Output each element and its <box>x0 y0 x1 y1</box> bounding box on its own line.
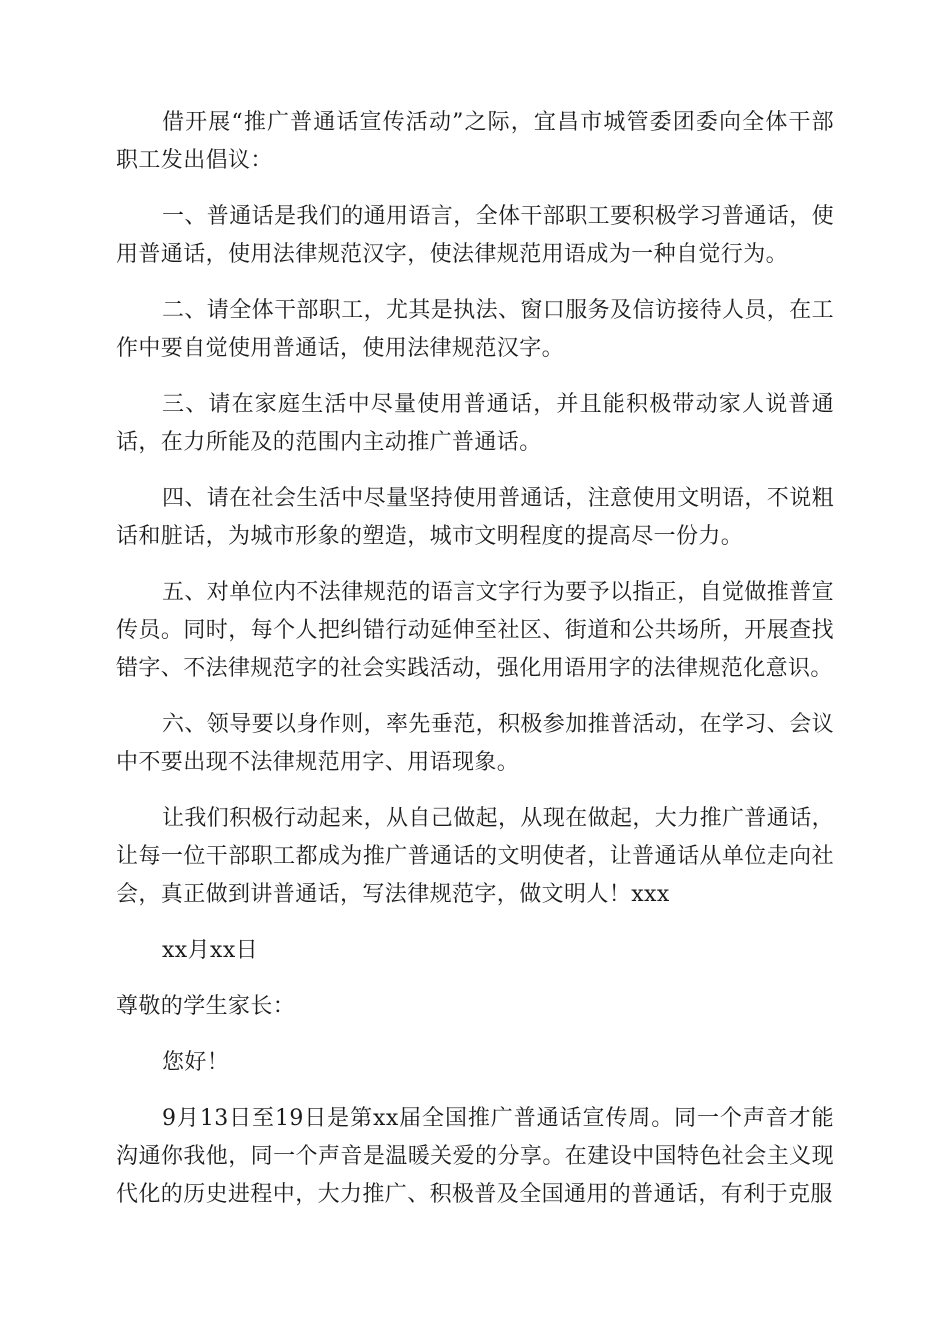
paragraph-item-5: 五、对单位内不法律规范的语言文字行为要予以指正，自觉做推普宣传员。同时，每个人把纠错行动延伸至社区、街道和公共场所，开展查找错字、不法律规范字的社会实践活动，强化用语用字的法律规范化意识。 <box>116 580 835 681</box>
paragraph-item-2: 二、请全体干部职工，尤其是执法、窗口服务及信访接待人员，在工作中要自觉使用普通话，使用法律规范汉字。 <box>116 298 835 361</box>
paragraph-item-3: 三、请在家庭生活中尽量使用普通话，并且能积极带动家人说普通话，在力所能及的范围内主动推广普通话。 <box>116 392 834 455</box>
paragraph-letter-body: 9月13日至19日是第xx届全国推广普通话宣传周。同一个声音才能沟通你我他，同一个声音是温暖关爱的分享。在建设中国特色社会主义现代化的历史进程中，大力推广、积极普及全国通用的普通话，有利于克服 <box>116 1106 834 1207</box>
paragraph-item-6: 六、领导要以身作则，率先垂范，积极参加推普活动，在学习、会议中不要出现不法律规范用字、用语现象。 <box>116 712 835 775</box>
greeting: 您好！ <box>162 1050 230 1075</box>
salutation: 尊敬的学生家长： <box>116 994 296 1019</box>
document-body <box>116 104 834 1232</box>
paragraph-closing: 让我们积极行动起来，从自己做起，从现在做起，大力推广普通话，让每一位干部职工都成为推广普通话的文明使者，让普通话从单位走向社会，真正做到讲普通话，写法律规范字，做文明人！xxx <box>116 806 835 907</box>
paragraph-item-4: 四、请在社会生活中尽量坚持使用普通话，注意使用文明语，不说粗话和脏话，为城市形象的塑造，城市文明程度的提高尽一份力。 <box>116 486 835 549</box>
date-line: xx月xx日 <box>162 938 259 963</box>
paragraph-item-1: 一、普通话是我们的通用语言，全体干部职工要积极学习普通话，使用普通话，使用法律规范汉字，使法律规范用语成为一种自觉行为。 <box>116 204 835 267</box>
paragraph-intro: 借开展“推广普通话宣传活动”之际，宜昌市城管委团委向全体干部职工发出倡议： <box>116 110 834 173</box>
